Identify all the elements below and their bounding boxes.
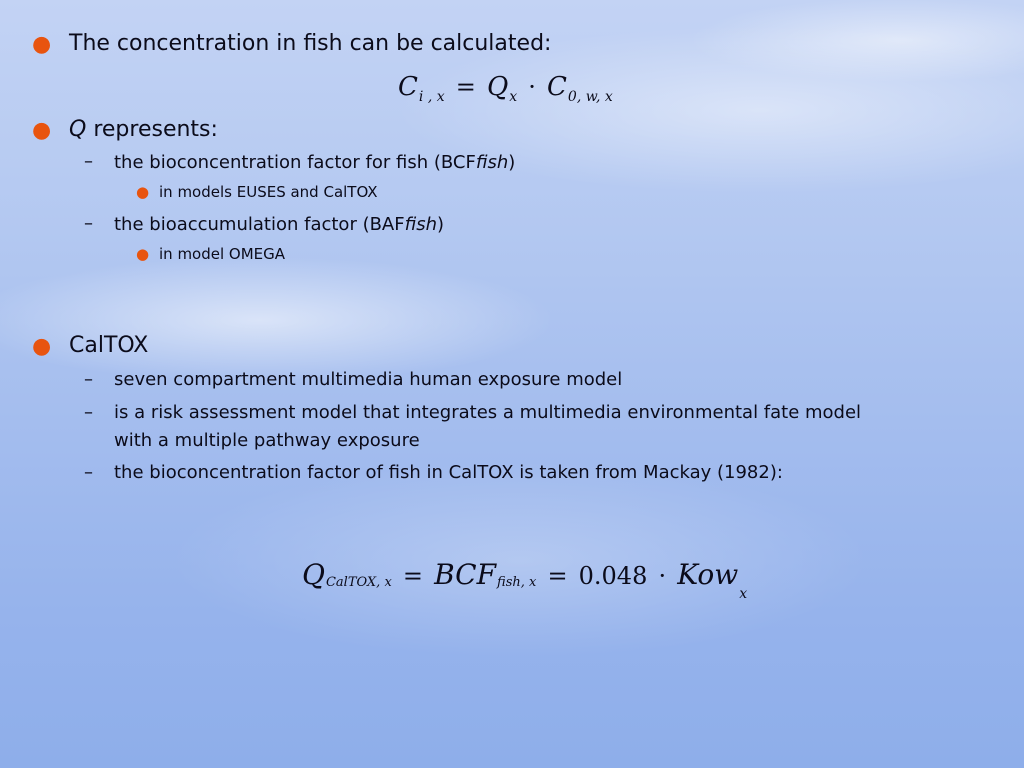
dash-marker: – xyxy=(84,213,93,234)
sub-caltox-2-cont xyxy=(114,430,420,451)
formula-subscript: fish, x xyxy=(497,575,537,590)
formula-equals: = xyxy=(455,73,476,101)
formula-number: 0.048 xyxy=(578,562,648,590)
sub-text: is a risk assessment model that integrates a multimedia environmental fate model xyxy=(114,402,862,423)
formula-equals: = xyxy=(547,562,568,590)
sub-close: ) xyxy=(437,214,445,235)
sub-text: the bioconcentration factor for fish (BCF xyxy=(114,152,476,173)
bullet-marker: ● xyxy=(32,32,52,57)
sub-italic: fish xyxy=(404,214,438,235)
formula-symbol: C xyxy=(398,72,418,102)
formula-dot: · xyxy=(528,73,536,101)
formula-subscript: i , x xyxy=(418,89,445,105)
bullet-q-represents xyxy=(69,117,218,142)
bullet-marker: ● xyxy=(32,118,52,143)
sub-text: the bioaccumulation factor (BAF xyxy=(114,214,405,235)
formula-symbol: Q xyxy=(302,558,325,591)
dash-marker: – xyxy=(84,369,93,390)
formula-symbol: Kow xyxy=(677,558,739,591)
formula-symbol: C xyxy=(547,72,567,102)
bullet-text: represents: xyxy=(86,117,218,142)
sub-italic: fish xyxy=(475,152,509,173)
bullet-text: CalTOX xyxy=(69,333,149,358)
dash-marker: – xyxy=(84,151,93,172)
formula-mackay xyxy=(302,558,747,602)
sub-bcf xyxy=(114,152,515,173)
item-euses-caltox xyxy=(159,183,378,201)
sub-caltox-2 xyxy=(114,402,861,423)
dash-marker: – xyxy=(84,462,93,483)
sub-close: ) xyxy=(508,152,516,173)
formula-subscript: x xyxy=(509,89,518,105)
q-symbol: Q xyxy=(69,117,87,142)
formula-symbol: BCF xyxy=(434,558,497,591)
sub-text: seven compartment multimedia human exposure model xyxy=(114,369,623,390)
bullet-text: The concentration in fish can be calculated: xyxy=(69,31,552,56)
sub-text: the bioconcentration factor of fish in CalTOX is taken from Mackay (1982): xyxy=(114,462,783,483)
formula-dot: · xyxy=(658,562,667,590)
bullet-marker: ● xyxy=(136,183,150,201)
bullet-caltox xyxy=(69,333,148,358)
formula-symbol: Q xyxy=(486,72,509,102)
bullet-marker: ● xyxy=(32,334,52,359)
item-text: in models EUSES and CalTOX xyxy=(159,183,378,201)
sub-baf xyxy=(114,214,444,235)
sub-caltox-1 xyxy=(114,369,622,390)
bullet-marker: ● xyxy=(136,245,150,263)
formula-subscript: 0, w, x xyxy=(567,89,613,105)
formula-subscript: CalTOX, x xyxy=(325,575,392,590)
formula-equals: = xyxy=(402,562,423,590)
formula-subscript: x xyxy=(739,586,748,602)
sub-caltox-3 xyxy=(114,462,783,483)
item-text: in model OMEGA xyxy=(159,245,286,263)
item-omega xyxy=(159,245,285,263)
sub-text: with a multiple pathway exposure xyxy=(114,430,420,451)
formula-concentration xyxy=(398,72,613,105)
dash-marker: – xyxy=(84,402,93,423)
bullet-concentration xyxy=(69,31,551,56)
